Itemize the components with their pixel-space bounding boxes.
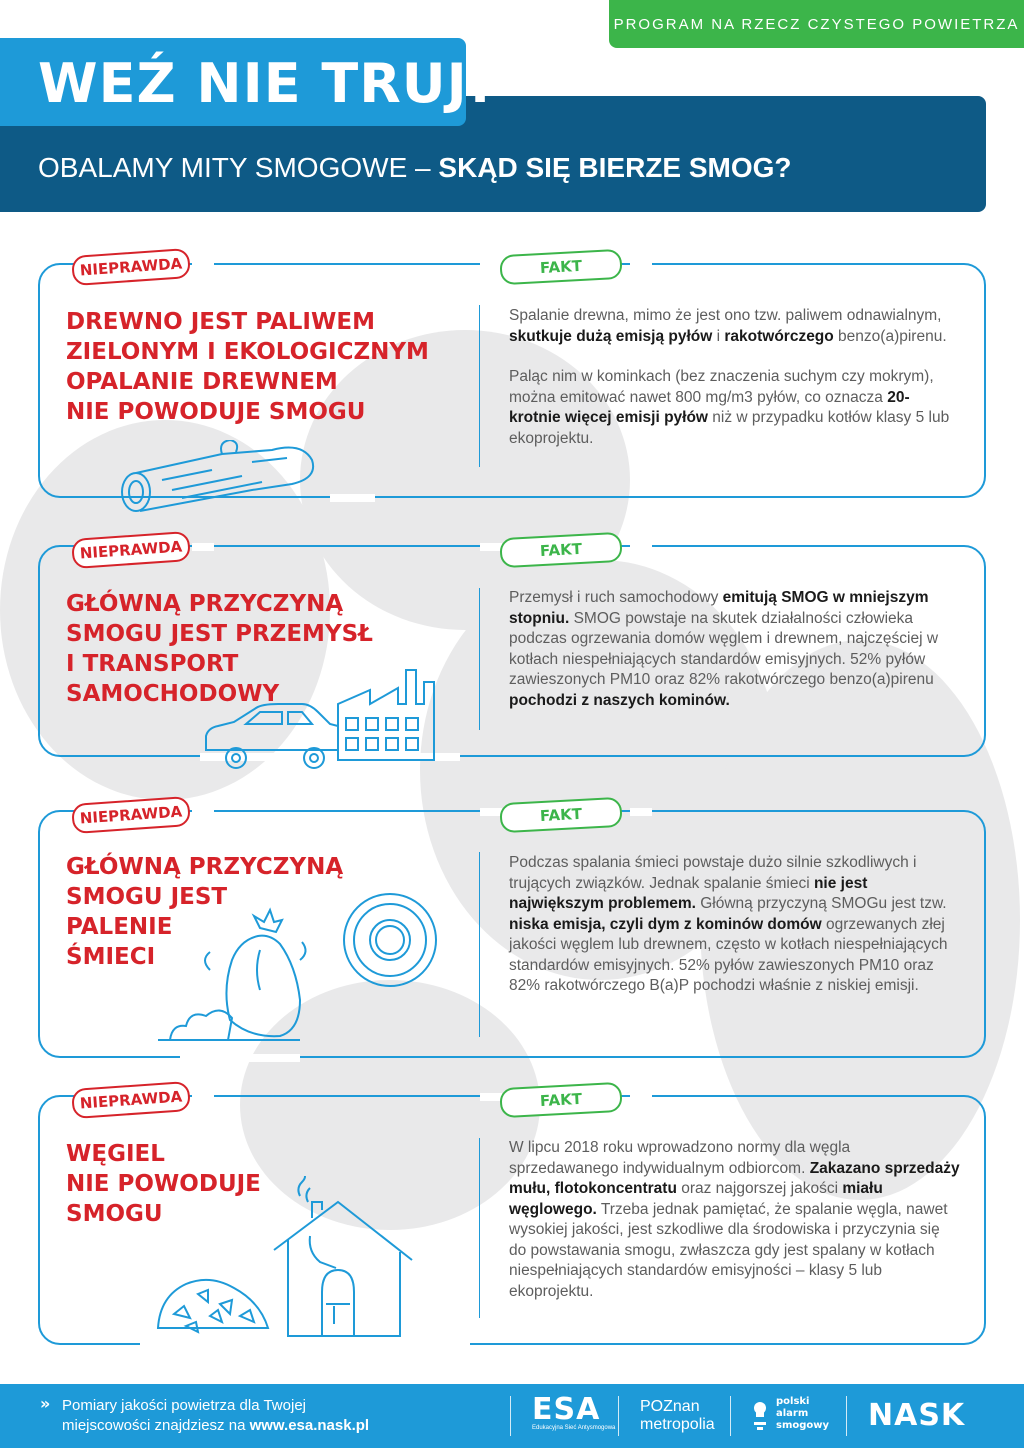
program-banner — [609, 0, 1024, 48]
myth-badge: NIEPRAWDA — [71, 531, 191, 569]
nask-logo: NASK — [868, 1398, 966, 1433]
website-link[interactable]: www.esa.nask.pl — [249, 1417, 370, 1434]
myth-statement: GŁÓWNĄ PRZYCZYNĄ SMOGU JEST PRZEMYSŁ I TRANSPORT SAMOCHODOWY — [66, 591, 373, 707]
myth-statement: DREWNO JEST PALIWEM ZIELONYM I EKOLOGICZNYM OPALANIE DREWNEM NIE POWODUJE SMOGU — [66, 309, 429, 425]
fact-badge: FAKT — [499, 249, 622, 285]
footer-info: Pomiary jakości powietrza dla Twojej miejscowości znajdziesz na www.esa.nask.pl — [62, 1397, 370, 1434]
fact-badge: FAKT — [499, 532, 622, 568]
poznan-metropolia-logo: POZnan metropolia — [640, 1398, 715, 1433]
car-factory-icon — [198, 660, 454, 778]
house-coal-icon — [150, 1176, 420, 1346]
myth-badge: NIEPRAWDA — [71, 1081, 191, 1119]
divider — [479, 852, 480, 1037]
divider — [479, 588, 480, 730]
divider — [479, 1138, 480, 1318]
fact-text: Spalanie drewna, mimo że jest ono tzw. paliwem odnawialnym, skutkuje dużą emisją pyłów i rakotwórczego benzo(a)pirenu. Paląc nim w kominkach (bez znaczenia suchym czy mokrym), można emitować nawet 800 mg/m3 pyłów, co oznacza 20-krotnie więcej emisji pyłów niż w przypadku kotłów klasy 5 lub ekoprojektu. — [509, 307, 950, 447]
log-icon — [112, 440, 322, 515]
skull-icon — [752, 1400, 768, 1434]
myth-badge: NIEPRAWDA — [71, 248, 191, 286]
myth-badge: NIEPRAWDA — [71, 796, 191, 834]
fact-text: Przemysł i ruch samochodowy emitują SMOG w mniejszym stopniu. SMOG powstaje na skutek działalności człowieka podczas ogrzewania domów węglem i drewnem, najczęściej w kotłach niespełniających standardów emisyjnych. 52% pyłów zawieszonych PM10 oraz 82% rakotwórczego benzo(a)pirenu pochodzi z naszych kominów. — [509, 589, 939, 709]
divider — [479, 305, 480, 467]
myth-statement: WĘGIEL NIE POWODUJE SMOGU — [66, 1141, 261, 1227]
page-subtitle: OBALAMY MITY SMOGOWE – SKĄD SIĘ BIERZE SMOG? — [38, 152, 792, 183]
myth-statement: GŁÓWNĄ PRZYCZYNĄ SMOGU JEST PALENIE ŚMIECI — [66, 854, 344, 970]
esa-logo: ESA Edukacyjna Sieć Antysmogowa — [532, 1392, 616, 1431]
fact-badge: FAKT — [499, 797, 622, 833]
fact-badge: FAKT — [499, 1082, 622, 1118]
footer: » Pomiary jakości powietrza dla Twojej miejscowości znajdziesz na www.esa.nask.pl ESA Edukacyjna Sieć Antysmogowa POZnan metropolia polski alarm smogowy NASK — [0, 1384, 1024, 1448]
fact-text: Podczas spalania śmieci powstaje dużo silnie szkodliwych i trujących związków. Jednak spalanie śmieci nie jest największym problemem. Główną przyczyną SMOGu jest tzw. niska emisja, czyli dym z kominów domów ogrzewanych złej jakości węglem lub drewnem, często w kotłach niespełniających standardów emisyjnych. 52% pyłów zawieszonych PM10 oraz 82% rakotwórczego B(a)P pochodzi właśnie z niskiej emisji. — [509, 854, 948, 994]
program-label: PROGRAM NA RZECZ CZYSTEGO POWIETRZA — [613, 15, 1020, 33]
trash-tire-icon — [150, 880, 450, 1060]
fact-text: W lipcu 2018 roku wprowadzono normy dla węgla sprzedawanego indywidualnym odbiorcom. Zakazano sprzedaży mułu, flotokoncentratu oraz najgorszej jakości miału węglowego. Trzeba jednak pamiętać, że spalanie węgla, nawet wysokiej jakości, jest szkodliwe dla środowiska i przyczynia się do powstawania smogu, zwłaszcza gdy jest spalany w kotłach niespełniających standardów emisyjności – klasy 5 lub ekoprojektu. — [509, 1139, 960, 1300]
chevron-right-icon: » — [40, 1394, 51, 1413]
page-title: WEŹ NIE TRUJ! — [38, 52, 494, 115]
